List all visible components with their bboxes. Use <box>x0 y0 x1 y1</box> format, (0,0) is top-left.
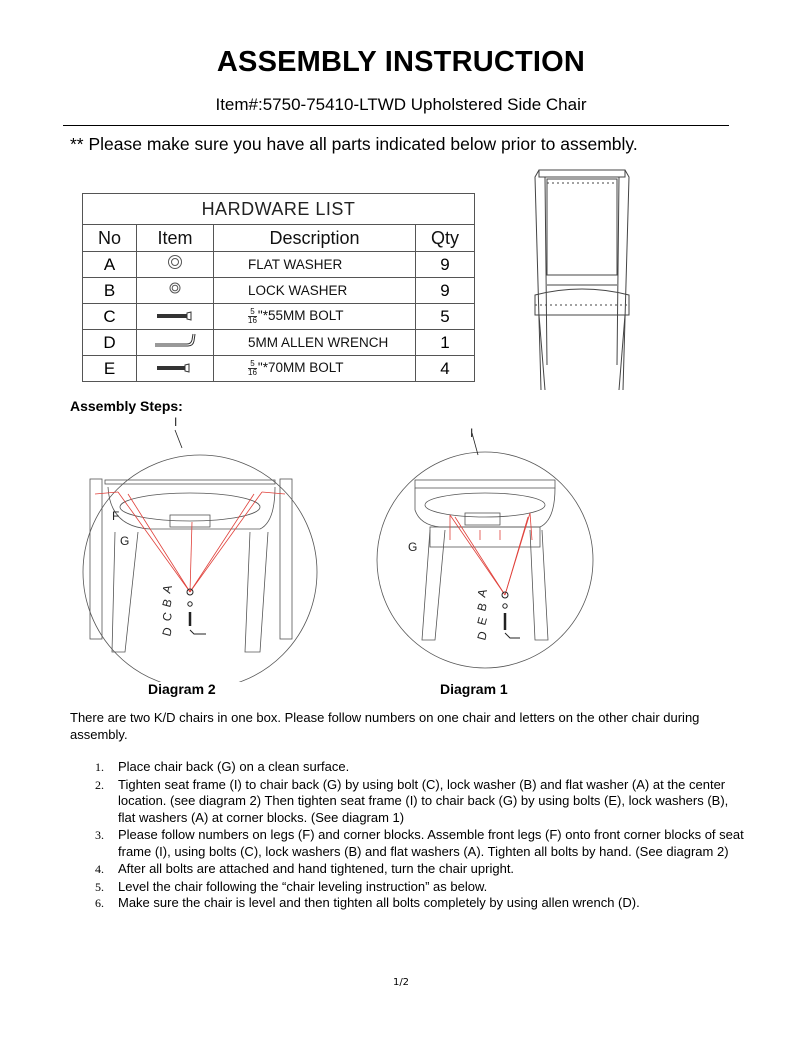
row-qty: 9 <box>416 278 475 304</box>
lock-washer-icon <box>168 281 182 295</box>
table-row <box>83 278 475 304</box>
label-i: I <box>470 426 474 440</box>
row-no: D <box>83 330 137 356</box>
row-qty: 1 <box>416 330 475 356</box>
row-description: 5MM ALLEN WRENCH <box>214 330 416 356</box>
diagram-2-caption: Diagram 2 <box>148 681 216 697</box>
hardware-list-table <box>82 193 475 382</box>
label-b: B <box>159 597 175 609</box>
step-text: Make sure the chair is level and then tighten all bolts completely by using allen wrench (D). <box>118 895 640 910</box>
col-header-no: No <box>83 225 137 252</box>
bolt-70mm-icon <box>156 363 194 373</box>
diagram-1-caption: Diagram 1 <box>440 681 508 697</box>
step-text: Tighten seat frame (I) to chair back (G) by using bolt (C), lock washer (B) and flat washer (A) at the center location. (see diagram 2) Then tighten seat frame (I) to chair back (G) by using bolts (E), lock washers (B), flat washers (A) at corner blocks. (See diagram 1) <box>118 776 729 825</box>
step-number: 6. <box>95 896 104 910</box>
row-description: $\frac{5}{16}$ "*55MM BOLT <box>214 304 416 330</box>
step-text: Level the chair following the “chair leveling instruction” as below. <box>118 878 488 894</box>
step-text: Place chair back (G) on a clean surface. <box>118 759 350 774</box>
header-divider <box>63 125 729 126</box>
diagram-1-illustration <box>360 425 600 685</box>
step-text: Please follow numbers on legs (F) and corner blocks. Assemble front legs (F) onto front corner blocks of seat frame (I), using bolts (C), lock washers (B) and flat washers (A). Tighten all bolts by hand. (See diagram 2) <box>118 827 744 859</box>
label-d: D <box>159 625 176 638</box>
step-text: After all bolts are attached and hand tightened, turn the chair upright. <box>118 861 515 876</box>
label-d: D <box>474 629 491 642</box>
label-g: G <box>408 540 418 554</box>
parts-notice: ** Please make sure you have all parts indicated below prior to assembly. <box>70 134 638 154</box>
step-item <box>88 777 748 827</box>
table-row <box>83 330 475 356</box>
fraction: $\frac{5}{16}$ <box>248 307 257 325</box>
label-f: F <box>112 509 120 523</box>
label-c: C <box>159 610 176 623</box>
step-number: 3. <box>95 828 104 842</box>
intro-paragraph: There are two K/D chairs in one box. Please follow numbers on one chair and letters on the other chair during assembly. <box>70 710 700 742</box>
allen-wrench-icon <box>153 332 197 348</box>
flat-washer-icon <box>167 254 183 270</box>
item-subtitle: Item#:5750-75410-LTWD Upholstered Side Chair <box>215 95 587 114</box>
step-item <box>88 827 748 860</box>
row-qty: 4 <box>416 356 475 382</box>
row-no: C <box>83 304 137 330</box>
row-qty: 9 <box>416 252 475 278</box>
row-no: A <box>83 252 137 278</box>
step-item <box>88 895 748 912</box>
table-row <box>83 304 475 330</box>
row-qty: 5 <box>416 304 475 330</box>
row-no: B <box>83 278 137 304</box>
assembly-steps-list <box>88 759 748 912</box>
col-header-qty: Qty <box>416 225 475 252</box>
hardware-list-caption: HARDWARE LIST <box>83 194 475 225</box>
table-row <box>83 252 475 278</box>
step-number: 2. <box>95 777 104 792</box>
row-description: $\frac{5}{16}$ "*70MM BOLT <box>214 356 416 382</box>
col-header-description: Description <box>214 225 416 252</box>
row-description: LOCK WASHER <box>214 278 416 304</box>
col-header-item: Item <box>137 225 214 252</box>
diagram-2-illustration <box>70 412 330 682</box>
step-item <box>88 861 748 878</box>
label-i: I <box>174 415 178 429</box>
step-number: 1. <box>95 760 104 774</box>
label-a: A <box>474 587 490 599</box>
label-e: E <box>474 615 490 627</box>
label-g: G <box>120 534 130 548</box>
page-number: 1/2 <box>392 977 410 988</box>
row-no: E <box>83 356 137 382</box>
chair-illustration <box>525 165 640 390</box>
table-row <box>83 356 475 382</box>
document-title: ASSEMBLY INSTRUCTION <box>216 46 586 78</box>
label-a: A <box>159 583 175 595</box>
fraction: $\frac{5}{16}$ <box>248 359 257 377</box>
bolt-55mm-icon <box>156 311 194 321</box>
step-number: 5. <box>95 879 104 894</box>
step-number: 4. <box>95 862 104 876</box>
assembly-steps-heading: Assembly Steps: <box>70 398 183 414</box>
step-item <box>88 759 748 776</box>
label-b: B <box>474 601 490 613</box>
step-item <box>88 879 748 896</box>
row-description: FLAT WASHER <box>214 252 416 278</box>
